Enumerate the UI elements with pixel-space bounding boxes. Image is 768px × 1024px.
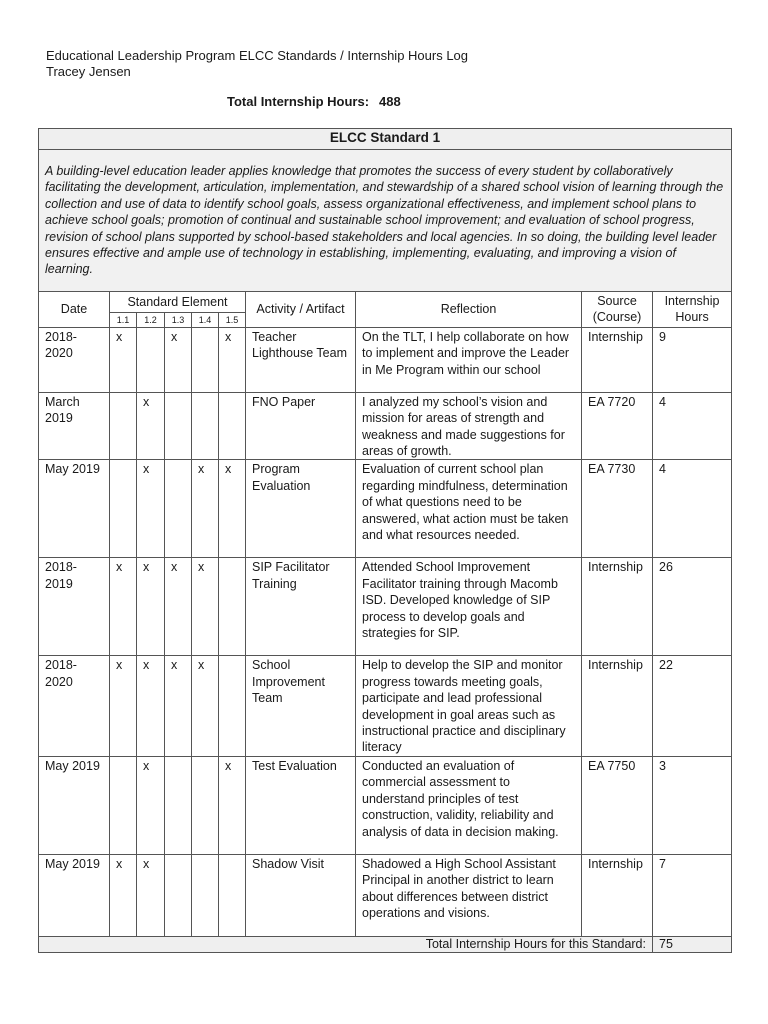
cell-element-1-2: x	[137, 460, 165, 558]
standard-description: A building-level education leader applies knowledge that promotes the success of every student by collaboratively facilitating the development, articulation, implementation, and stewardship of a shared school vision of learning through the collection and use of data to identify school goals, assess organizational effectiveness, and implement school plans to achieve school goals; promotion of continual and sustainable school improvement; and evaluation of school progress, revision of school plans supported by school-based stakeholders and local agencies. In so doing, the building level leader ensures effective and ample use of technology in establishing, implementing, evaluating, and improving a vision of learning.	[39, 150, 732, 292]
cell-element-1-4: x	[192, 656, 219, 756]
cell-element-1-5: x	[219, 460, 246, 558]
standard-total-label: Total Internship Hours for this Standard:	[39, 936, 653, 952]
cell-reflection: Help to develop the SIP and monitor progress towards meeting goals, participate and lead professional development in goal areas such as instructional practice and disciplinary literacy	[356, 656, 582, 756]
cell-reflection: Conducted an evaluation of commercial assessment to understand principles of test construction, validity, reliability and analysis of data in decision making.	[356, 756, 582, 854]
cell-element-1-2: x	[137, 392, 165, 460]
cell-hours: 4	[653, 392, 732, 460]
total-hours-label: Total Internship Hours:	[227, 94, 370, 109]
cell-activity: Teacher Lighthouse Team	[246, 327, 356, 392]
internship-log-table	[38, 128, 732, 953]
cell-source: EA 7730	[582, 460, 653, 558]
cell-date: March 2019	[39, 392, 110, 460]
cell-element-1-2	[137, 327, 165, 392]
cell-element-1-4	[192, 392, 219, 460]
standard-total-row	[39, 936, 732, 952]
cell-source: Internship	[582, 656, 653, 756]
cell-element-1-2: x	[137, 854, 165, 936]
cell-element-1-5: x	[219, 756, 246, 854]
cell-element-1-2: x	[137, 656, 165, 756]
total-hours-value: 488	[379, 94, 401, 109]
student-name: Tracey Jensen	[46, 64, 131, 79]
col-source: Source (Course)	[582, 292, 653, 328]
cell-element-1-1: x	[110, 656, 137, 756]
cell-element-1-3	[165, 756, 192, 854]
cell-element-1-5: x	[219, 327, 246, 392]
cell-element-1-3: x	[165, 558, 192, 656]
document-title: Educational Leadership Program ELCC Standards / Internship Hours Log	[46, 48, 469, 63]
table-row	[39, 460, 732, 558]
cell-activity: FNO Paper	[246, 392, 356, 460]
cell-element-1-5	[219, 392, 246, 460]
col-activity: Activity / Artifact	[246, 292, 356, 328]
cell-element-1-1: x	[110, 327, 137, 392]
cell-reflection: Attended School Improvement Facilitator training through Macomb ISD. Developed knowledge of SIP process to develop goals and strategies for SIP.	[356, 558, 582, 656]
cell-reflection: On the TLT, I help collaborate on how to implement and improve the Leader in Me Program within our school	[356, 327, 582, 392]
cell-hours: 4	[653, 460, 732, 558]
cell-element-1-4	[192, 327, 219, 392]
cell-date: 2018-2020	[39, 327, 110, 392]
col-reflection: Reflection	[356, 292, 582, 328]
table-row	[39, 656, 732, 756]
cell-date: May 2019	[39, 854, 110, 936]
cell-element-1-3: x	[165, 656, 192, 756]
standard-total-value: 75	[653, 936, 732, 952]
cell-activity: Program Evaluation	[246, 460, 356, 558]
table-row	[39, 756, 732, 854]
cell-element-1-4	[192, 756, 219, 854]
cell-reflection: I analyzed my school’s vision and mission for areas of strength and weakness and made suggestions for areas of growth.	[356, 392, 582, 460]
cell-hours: 26	[653, 558, 732, 656]
cell-element-1-5	[219, 558, 246, 656]
cell-element-1-5	[219, 656, 246, 756]
cell-source: EA 7720	[582, 392, 653, 460]
cell-hours: 9	[653, 327, 732, 392]
table-row	[39, 392, 732, 460]
cell-element-1-3	[165, 460, 192, 558]
cell-reflection: Evaluation of current school plan regarding mindfulness, determination of what questions need to be answered, what action must be taken and what resources needed.	[356, 460, 582, 558]
standard-description-row	[39, 150, 732, 292]
cell-activity: Shadow Visit	[246, 854, 356, 936]
cell-element-1-1: x	[110, 854, 137, 936]
cell-date: 2018-2019	[39, 558, 110, 656]
col-element-1-1: 1.1	[110, 313, 137, 327]
cell-element-1-1	[110, 392, 137, 460]
table-row	[39, 327, 732, 392]
cell-element-1-3: x	[165, 327, 192, 392]
table-row	[39, 558, 732, 656]
cell-element-1-5	[219, 854, 246, 936]
column-header-row	[39, 292, 732, 313]
cell-element-1-1	[110, 756, 137, 854]
cell-hours: 3	[653, 756, 732, 854]
cell-reflection: Shadowed a High School Assistant Principal in another district to learn about differences between district operations and visions.	[356, 854, 582, 936]
cell-source: Internship	[582, 327, 653, 392]
cell-element-1-2: x	[137, 558, 165, 656]
cell-source: EA 7750	[582, 756, 653, 854]
cell-element-1-3	[165, 392, 192, 460]
cell-hours: 22	[653, 656, 732, 756]
cell-activity: School Improvement Team	[246, 656, 356, 756]
cell-activity: SIP Facilitator Training	[246, 558, 356, 656]
col-element-1-2: 1.2	[137, 313, 165, 327]
cell-element-1-4: x	[192, 558, 219, 656]
table-row	[39, 854, 732, 936]
cell-activity: Test Evaluation	[246, 756, 356, 854]
cell-element-1-2: x	[137, 756, 165, 854]
col-standard-element: Standard Element	[110, 292, 246, 313]
standard-title-row	[39, 129, 732, 150]
col-date: Date	[39, 292, 110, 328]
cell-date: May 2019	[39, 460, 110, 558]
cell-source: Internship	[582, 558, 653, 656]
cell-element-1-1	[110, 460, 137, 558]
cell-element-1-3	[165, 854, 192, 936]
col-element-1-3: 1.3	[165, 313, 192, 327]
standard-title: ELCC Standard 1	[39, 129, 732, 150]
cell-date: May 2019	[39, 756, 110, 854]
total-hours	[227, 94, 401, 109]
col-hours: Internship Hours	[653, 292, 732, 328]
cell-source: Internship	[582, 854, 653, 936]
cell-element-1-1: x	[110, 558, 137, 656]
col-element-1-5: 1.5	[219, 313, 246, 327]
cell-date: 2018-2020	[39, 656, 110, 756]
cell-element-1-4	[192, 854, 219, 936]
cell-hours: 7	[653, 854, 732, 936]
col-element-1-4: 1.4	[192, 313, 219, 327]
cell-element-1-4: x	[192, 460, 219, 558]
